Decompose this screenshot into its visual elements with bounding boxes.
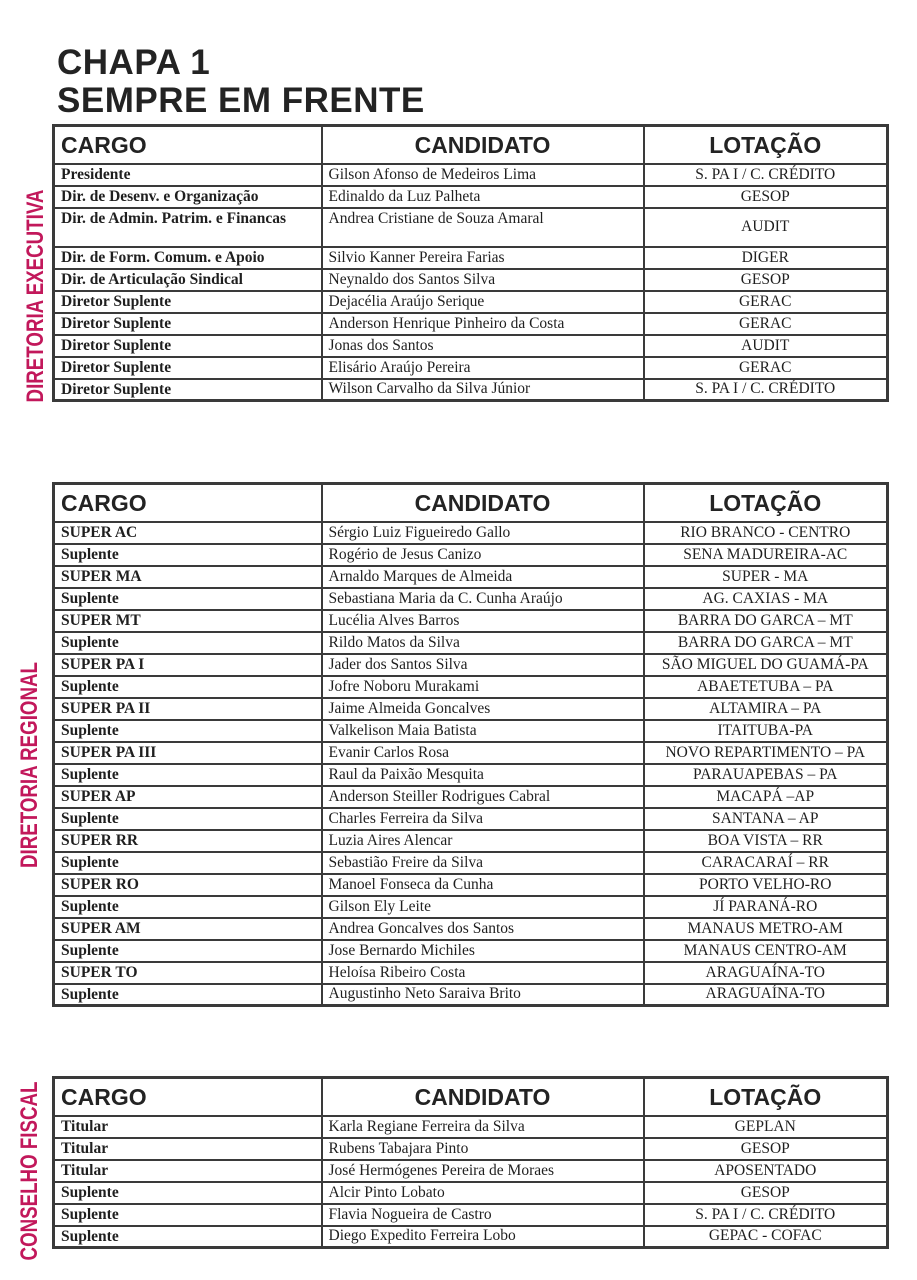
candidato-cell: Flavia Nogueira de Castro (322, 1204, 644, 1226)
header-candidato: CANDIDATO (322, 1078, 644, 1116)
table-row (54, 247, 888, 269)
lotacao-cell: PARAUAPEBAS – PA (644, 764, 888, 786)
cargo-cell: Suplente (54, 896, 322, 918)
cargo-cell: SUPER RO (54, 874, 322, 896)
header-candidato: CANDIDATO (322, 126, 644, 164)
cargo-cell: SUPER RR (54, 830, 322, 852)
page-title (57, 44, 425, 120)
lotacao-cell: ABAETETUBA – PA (644, 676, 888, 698)
cargo-cell: Suplente (54, 632, 322, 654)
lotacao-cell: S. PA I / C. CRÉDITO (644, 164, 888, 186)
lotacao-cell: SÃO MIGUEL DO GUAMÁ-PA (644, 654, 888, 676)
lotacao-cell: GERAC (644, 313, 888, 335)
table-row (54, 357, 888, 379)
lotacao-cell: GESOP (644, 1182, 888, 1204)
cargo-cell: SUPER AC (54, 522, 322, 544)
header-cargo: CARGO (54, 126, 322, 164)
header-cargo: CARGO (54, 484, 322, 522)
table-row (54, 335, 888, 357)
lotacao-cell: BARRA DO GARCA – MT (644, 610, 888, 632)
candidato-cell: Andrea Goncalves dos Santos (322, 918, 644, 940)
lotacao-cell: BARRA DO GARCA – MT (644, 632, 888, 654)
cargo-cell: Suplente (54, 984, 322, 1006)
table-row (54, 522, 888, 544)
cargo-cell: Diretor Suplente (54, 291, 322, 313)
candidato-cell: Heloísa Ribeiro Costa (322, 962, 644, 984)
lotacao-cell: ALTAMIRA – PA (644, 698, 888, 720)
lotacao-cell: GESOP (644, 186, 888, 208)
cargo-cell: SUPER PA III (54, 742, 322, 764)
lotacao-cell: GESOP (644, 269, 888, 291)
table-header (54, 484, 888, 522)
lotacao-cell: S. PA I / C. CRÉDITO (644, 379, 888, 401)
lotacao-cell: MANAUS METRO-AM (644, 918, 888, 940)
cargo-cell: Suplente (54, 808, 322, 830)
cargo-cell: Suplente (54, 940, 322, 962)
table-diretoria-executiva (52, 124, 889, 402)
candidato-cell: Jonas dos Santos (322, 335, 644, 357)
cargo-cell: Titular (54, 1116, 322, 1138)
table-row (54, 720, 888, 742)
cargo-cell: Suplente (54, 720, 322, 742)
candidato-cell: Andrea Cristiane de Souza Amaral (322, 208, 644, 247)
cargo-cell: Presidente (54, 164, 322, 186)
lotacao-cell: APOSENTADO (644, 1160, 888, 1182)
title-line-1: CHAPA 1 (57, 43, 211, 82)
candidato-cell: Anderson Henrique Pinheiro da Costa (322, 313, 644, 335)
candidato-cell: Neynaldo dos Santos Silva (322, 269, 644, 291)
table-row (54, 896, 888, 918)
candidato-cell: Raul da Paixão Mesquita (322, 764, 644, 786)
section-label-diretoria-regional: DIRETORIA REGIONAL (16, 662, 43, 868)
cargo-cell: SUPER MT (54, 610, 322, 632)
title-line-2: SEMPRE EM FRENTE (57, 81, 425, 120)
cargo-cell: SUPER AM (54, 918, 322, 940)
header-cargo: CARGO (54, 1078, 322, 1116)
lotacao-cell: SANTANA – AP (644, 808, 888, 830)
candidato-cell: Wilson Carvalho da Silva Júnior (322, 379, 644, 401)
candidato-cell: Valkelison Maia Batista (322, 720, 644, 742)
candidato-cell: Evanir Carlos Rosa (322, 742, 644, 764)
lotacao-cell: GERAC (644, 291, 888, 313)
candidato-cell: Anderson Steiller Rodrigues Cabral (322, 786, 644, 808)
candidato-cell: Karla Regiane Ferreira da Silva (322, 1116, 644, 1138)
cargo-cell: Suplente (54, 852, 322, 874)
table-row (54, 313, 888, 335)
candidato-cell: Jofre Noboru Murakami (322, 676, 644, 698)
cargo-cell: Suplente (54, 1182, 322, 1204)
table-row (54, 852, 888, 874)
cargo-cell: Suplente (54, 764, 322, 786)
table-row (54, 164, 888, 186)
table-row (54, 786, 888, 808)
lotacao-cell: SENA MADUREIRA-AC (644, 544, 888, 566)
table-row (54, 1138, 888, 1160)
cargo-cell: Titular (54, 1160, 322, 1182)
cargo-cell: Suplente (54, 544, 322, 566)
table-row (54, 742, 888, 764)
lotacao-cell: ITAITUBA-PA (644, 720, 888, 742)
lotacao-cell: GESOP (644, 1138, 888, 1160)
lotacao-cell: DIGER (644, 247, 888, 269)
cargo-cell: Dir. de Articulação Sindical (54, 269, 322, 291)
table-row (54, 1182, 888, 1204)
table-row (54, 588, 888, 610)
lotacao-cell: ARAGUAÍNA-TO (644, 984, 888, 1006)
table-row (54, 918, 888, 940)
candidato-cell: Jader dos Santos Silva (322, 654, 644, 676)
cargo-cell: Suplente (54, 588, 322, 610)
header-lotacao: LOTAÇÃO (644, 126, 888, 164)
lotacao-cell: GEPAC - COFAC (644, 1226, 888, 1248)
candidato-cell: Augustinho Neto Saraiva Brito (322, 984, 644, 1006)
table-row (54, 676, 888, 698)
candidato-cell: Jaime Almeida Goncalves (322, 698, 644, 720)
lotacao-cell: RIO BRANCO - CENTRO (644, 522, 888, 544)
candidato-cell: José Hermógenes Pereira de Moraes (322, 1160, 644, 1182)
table-header (54, 1078, 888, 1116)
candidato-cell: Gilson Afonso de Medeiros Lima (322, 164, 644, 186)
cargo-cell: Diretor Suplente (54, 379, 322, 401)
candidato-cell: Rildo Matos da Silva (322, 632, 644, 654)
candidato-cell: Rogério de Jesus Canizo (322, 544, 644, 566)
candidato-cell: Rubens Tabajara Pinto (322, 1138, 644, 1160)
cargo-cell: Diretor Suplente (54, 357, 322, 379)
candidato-cell: Lucélia Alves Barros (322, 610, 644, 632)
table-row (54, 1204, 888, 1226)
candidato-cell: Luzia Aires Alencar (322, 830, 644, 852)
candidato-cell: Diego Expedito Ferreira Lobo (322, 1226, 644, 1248)
candidato-cell: Jose Bernardo Michiles (322, 940, 644, 962)
cargo-cell: SUPER TO (54, 962, 322, 984)
table-row (54, 566, 888, 588)
candidato-cell: Manoel Fonseca da Cunha (322, 874, 644, 896)
table-row (54, 186, 888, 208)
table-row (54, 698, 888, 720)
candidato-cell: Dejacélia Araújo Serique (322, 291, 644, 313)
lotacao-cell: GEPLAN (644, 1116, 888, 1138)
cargo-cell: SUPER MA (54, 566, 322, 588)
lotacao-cell: MACAPÁ –AP (644, 786, 888, 808)
candidato-cell: Sérgio Luiz Figueiredo Gallo (322, 522, 644, 544)
table-row (54, 808, 888, 830)
table-row (54, 208, 888, 247)
table-row (54, 269, 888, 291)
table-row (54, 962, 888, 984)
header-lotacao: LOTAÇÃO (644, 1078, 888, 1116)
table-row (54, 379, 888, 401)
table-row (54, 610, 888, 632)
section-label-diretoria-executiva: DIRETORIA EXECUTIVA (22, 189, 49, 403)
table-row (54, 984, 888, 1006)
table-row (54, 291, 888, 313)
table-row (54, 940, 888, 962)
cargo-cell: Diretor Suplente (54, 313, 322, 335)
cargo-cell: SUPER PA II (54, 698, 322, 720)
lotacao-cell: BOA VISTA – RR (644, 830, 888, 852)
lotacao-cell: PORTO VELHO-RO (644, 874, 888, 896)
cargo-cell: Dir. de Admin. Patrim. e Financas (54, 208, 322, 247)
candidato-cell: Sebastião Freire da Silva (322, 852, 644, 874)
cargo-cell: SUPER AP (54, 786, 322, 808)
candidato-cell: Silvio Kanner Pereira Farias (322, 247, 644, 269)
lotacao-cell: AG. CAXIAS - MA (644, 588, 888, 610)
candidato-cell: Charles Ferreira da Silva (322, 808, 644, 830)
candidato-cell: Sebastiana Maria da C. Cunha Araújo (322, 588, 644, 610)
lotacao-cell: SUPER - MA (644, 566, 888, 588)
table-row (54, 1116, 888, 1138)
cargo-cell: SUPER PA I (54, 654, 322, 676)
section-label-conselho-fiscal: CONSELHO FISCAL (16, 1081, 43, 1261)
lotacao-cell: ARAGUAÍNA-TO (644, 962, 888, 984)
table-header (54, 126, 888, 164)
table-row (54, 544, 888, 566)
header-lotacao: LOTAÇÃO (644, 484, 888, 522)
table-conselho-fiscal (52, 1076, 889, 1249)
table-row (54, 830, 888, 852)
candidato-cell: Gilson Ely Leite (322, 896, 644, 918)
candidato-cell: Arnaldo Marques de Almeida (322, 566, 644, 588)
cargo-cell: Suplente (54, 1204, 322, 1226)
header-candidato: CANDIDATO (322, 484, 644, 522)
cargo-cell: Diretor Suplente (54, 335, 322, 357)
table-row (54, 1226, 888, 1248)
cargo-cell: Suplente (54, 1226, 322, 1248)
cargo-cell: Titular (54, 1138, 322, 1160)
table-row (54, 874, 888, 896)
lotacao-cell: CARACARAÍ – RR (644, 852, 888, 874)
candidato-cell: Elisário Araújo Pereira (322, 357, 644, 379)
cargo-cell: Dir. de Desenv. e Organização (54, 186, 322, 208)
table-row (54, 632, 888, 654)
lotacao-cell: MANAUS CENTRO-AM (644, 940, 888, 962)
cargo-cell: Dir. de Form. Comum. e Apoio (54, 247, 322, 269)
table-diretoria-regional (52, 482, 889, 1007)
candidato-cell: Alcir Pinto Lobato (322, 1182, 644, 1204)
lotacao-cell: AUDIT (644, 208, 888, 247)
lotacao-cell: NOVO REPARTIMENTO – PA (644, 742, 888, 764)
table-row (54, 654, 888, 676)
cargo-cell: Suplente (54, 676, 322, 698)
lotacao-cell: JÍ PARANÁ-RO (644, 896, 888, 918)
candidato-cell: Edinaldo da Luz Palheta (322, 186, 644, 208)
lotacao-cell: GERAC (644, 357, 888, 379)
table-row (54, 764, 888, 786)
table-row (54, 1160, 888, 1182)
lotacao-cell: AUDIT (644, 335, 888, 357)
lotacao-cell: S. PA I / C. CRÉDITO (644, 1204, 888, 1226)
